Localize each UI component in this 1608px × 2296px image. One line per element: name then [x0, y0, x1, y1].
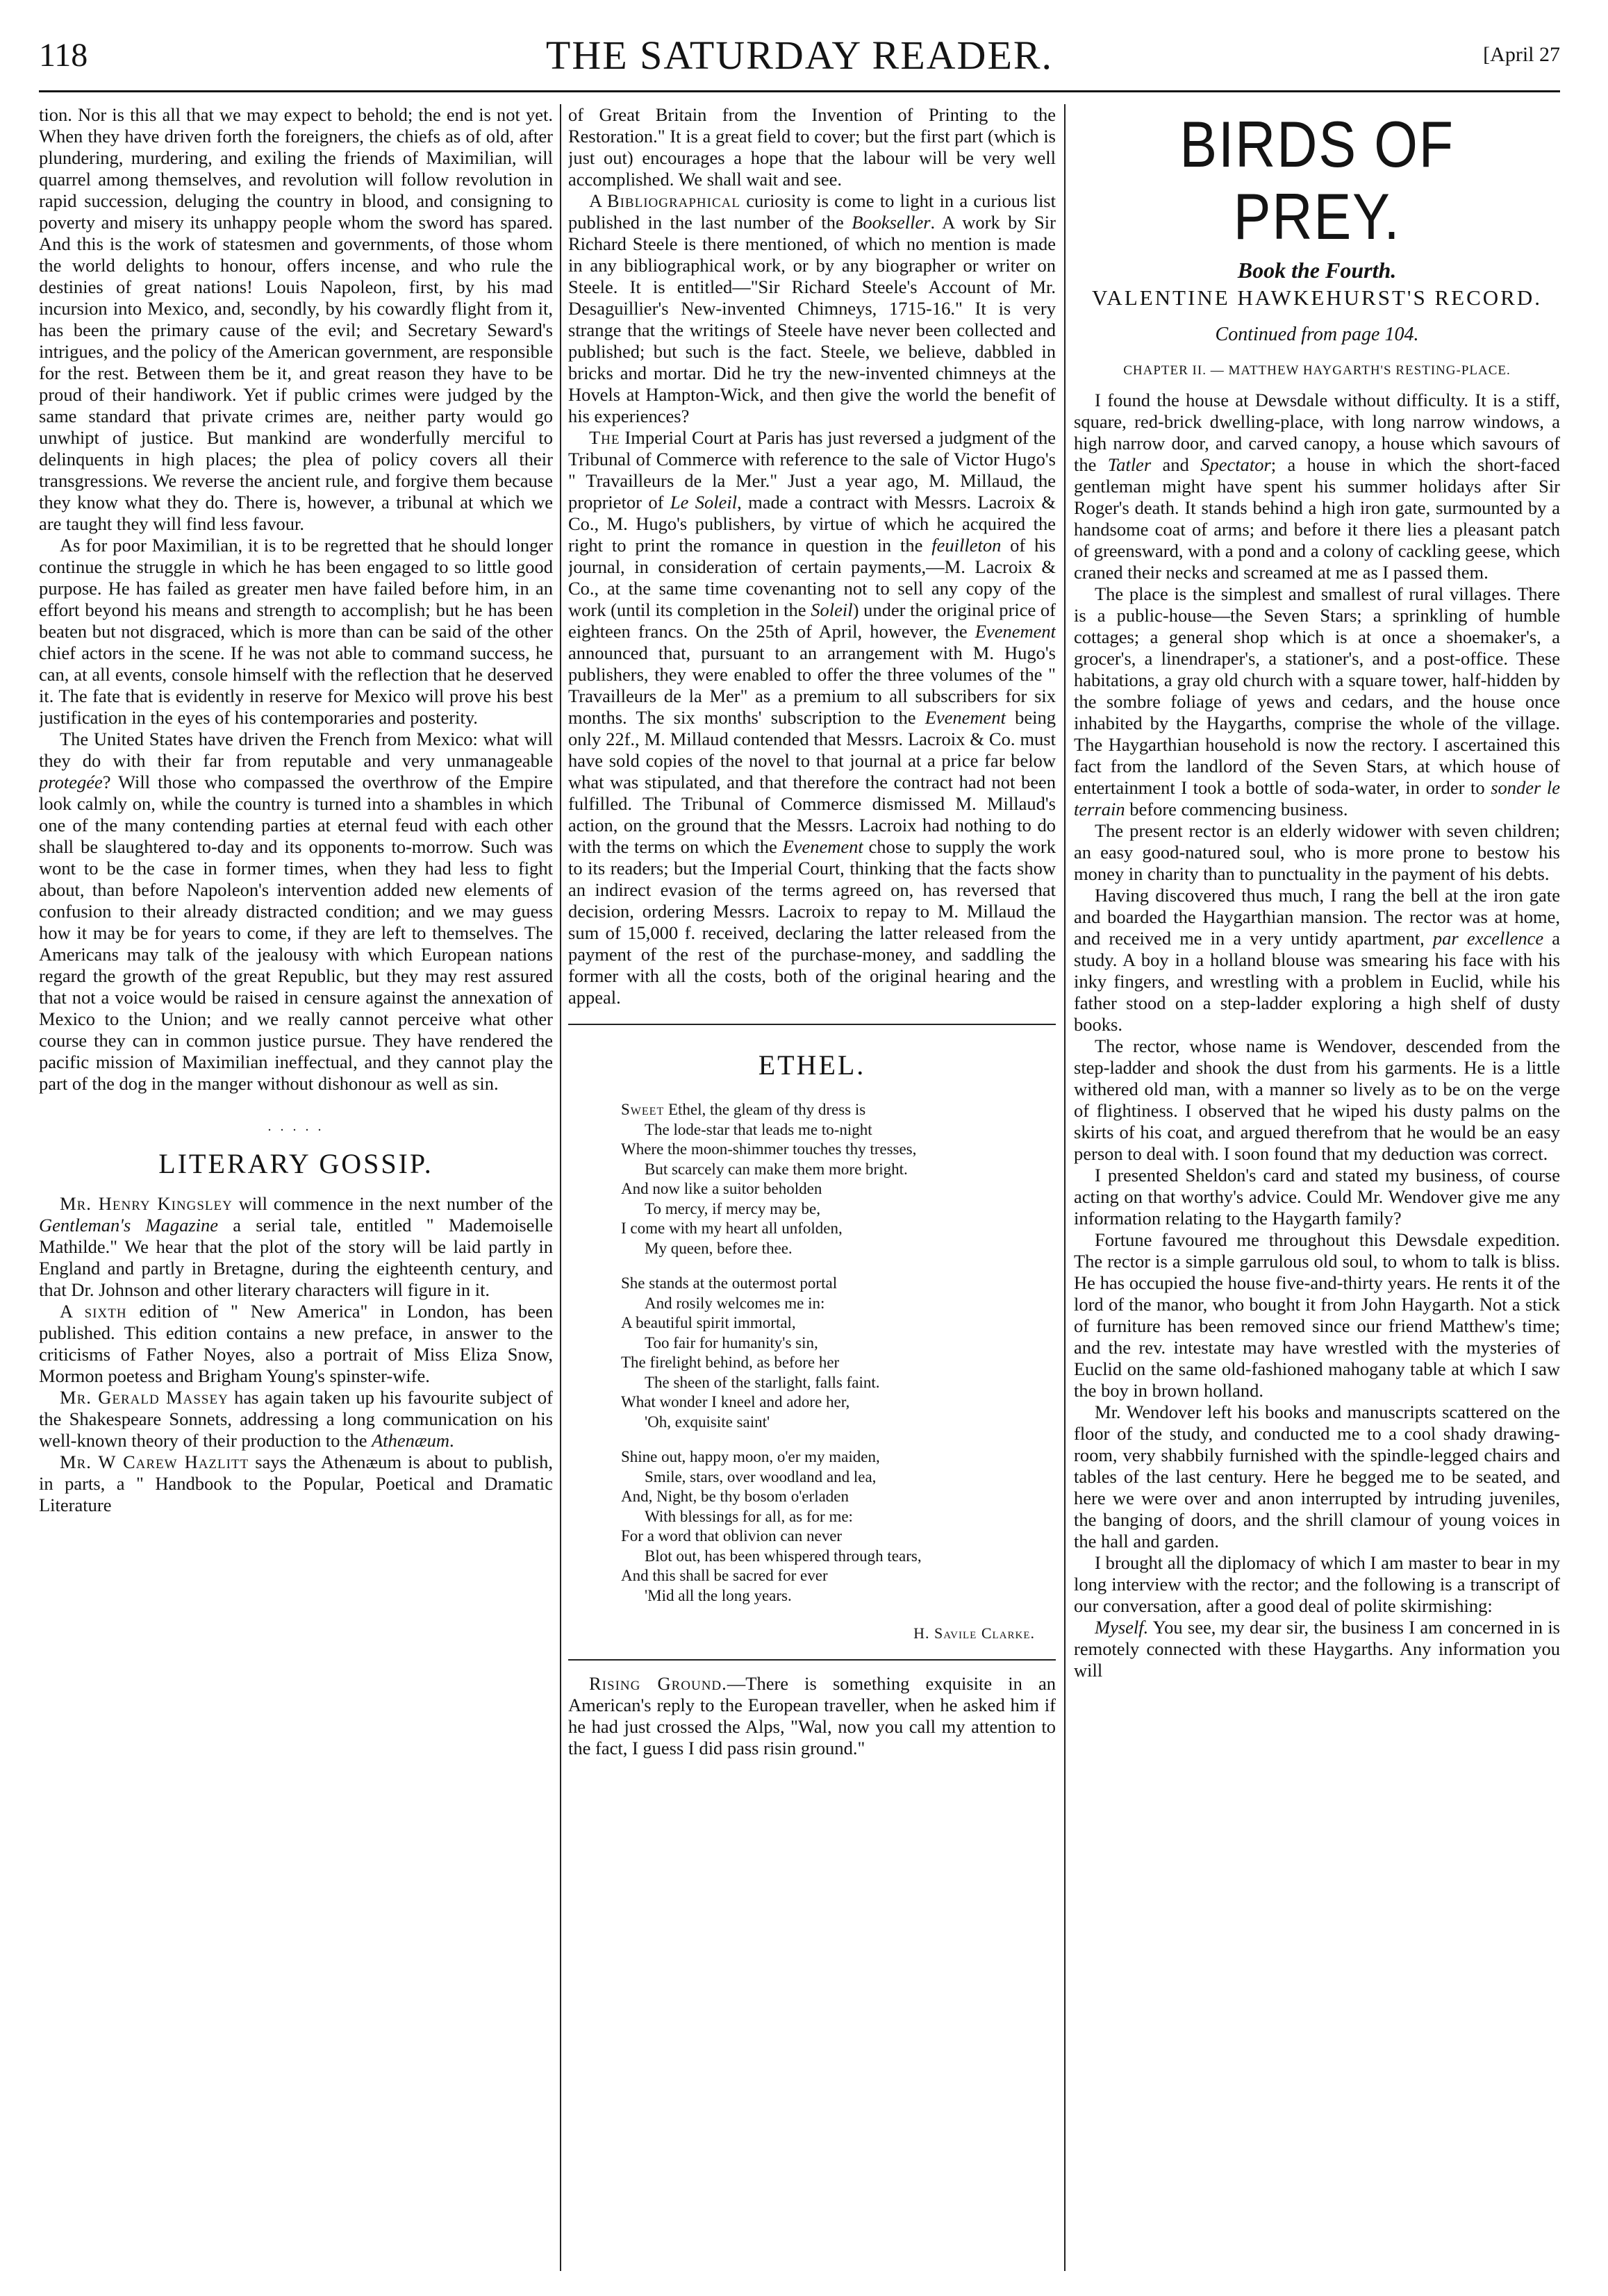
poem-author: H. Savile Clarke. [913, 1624, 1035, 1642]
masthead-title: THE SATURDAY READER. [545, 33, 1054, 78]
section-ornament: . . . . . [267, 1119, 324, 1134]
story-paragraph: Myself. You see, my dear sir, the business I am concerned in is remotely connected with these Haygarths. Any information you will [1074, 1617, 1560, 1681]
story-paragraph: Having discovered thus much, I rang the bell at the iron gate and boarded the Haygarthian mansion. The rector was at home, and received me in a very untidy apartment, par excellence a study. A boy in a holland blouse was smearing his face with his inky fingers, and wrestling with a problem in Euclid, while his father stood on a step-ladder exploring a high shelf of dusty books. [1074, 885, 1560, 1035]
column-middle [568, 104, 1056, 2278]
poem-stanza: She stands at the outermost portal And rosily welcomes me in: A beautiful spirit immortal, Too fair for humanity's sin, The firelight behind, as before her The sheen of the starlight, falls faint. What wonder I kneel and adore her, 'Oh, exquisite saint' [621, 1274, 880, 1431]
story-paragraph: I presented Sheldon's card and stated my business, of course acting on that worthy's advice. Could Mr. Wendover give me any information relating to the Haygarth family? [1074, 1165, 1560, 1229]
page-number: 118 [39, 37, 88, 74]
poem-stanza: Sweet Ethel, the gleam of thy dress is The lode-star that leads me to-night Where the moon-shimmer touches thy tresses, But scarcely can make them more bright. And now like a suitor beholden To mercy, if mercy may be, I come with my heart all unfolden, My queen, before thee. [621, 1101, 917, 1257]
story-paragraph: Fortune favoured me throughout this Dewsdale expedition. The rector is a simple garrulous old soul, to whom to talk is bliss. He has occupied the house five-and-thirty years. He rents it of the lord of the manor, who bought it from John Haygarth. Not a stick of furniture has been removed since our friend Matthew's time; and the rev. intestate may have wrestled with the mysteries of Euclid on the same old-fashioned mahogany table at which I saw the boy in brown holland. [1074, 1229, 1560, 1401]
column-right [1074, 104, 1560, 2278]
mexico-article-paragraph: The United States have driven the French from Mexico: what will they do with their far from reputable and very unmanageable protegée? Will those who compassed the overthrow of the Empire look calmly on, while the country is turned into a shambles in which one of the many contending parties at eternal feud with each other shall be slaughtered to-day and its opponents to-morrow. Such was wont to be the case in former times, when they had less to fight about, than before Napoleon's intervention added new elements of confusion to their already distracted condition; and we may guess how it may be for years to come, if they are left to themselves. The Americans may talk of the jealousy with which European nations regard the growth of the great Republic, but they may rest assured that not a voice would be raised in censure against the annexation of Mexico to the Union; and we really cannot perceive what other course they can in common justice pursue. They have rendered the pacific mission of Maximilian ineffectual, and they cannot play the part of the dog in the manger without dishonour as well as sin. [39, 729, 553, 1094]
story-paragraph: The present rector is an elderly widower with seven children; an easy good-natured soul, who is more prone to bestow his money in charity than to punctuality in the payment of his debts. [1074, 820, 1560, 884]
page-header [39, 28, 1560, 90]
gossip-item: The Imperial Court at Paris has just reversed a judgment of the Tribunal of Commerce with reference to the sale of Victor Hugo's " Travailleurs de la Mer." Just a year ago, M. Millaud, the proprietor of Le Soleil, made a contract with Messrs. Lacroix & Co., M. Hugo's publishers, by virtue of which he acquired the right to print the romance in question in the feuilleton of his journal, in consideration of certain payments,—M. Lacroix & Co., at the same time covenanting not to sell any copy of the work (until its completion in the Soleil) under the original price of eighteen francs. On the 25th of April, however, the Evenement announced that, pursuant to an arrangement with M. Hugo's publishers, they were enabled to offer the three volumes of the " Travailleurs de la Mer" as a premium to all subscribers for six months. The six months' subscription to the Evenement being only 22f., M. Millaud contended that Messrs. Lacroix & Co. must have sold copies of the novel to that journal at a price far below what was stipulated, and that therefore the contract had not been fulfilled. The Tribunal of Commerce dismissed M. Millaud's action, on the ground that the Messrs. Lacroix had nothing to do with the terms on which the Evenement chose to supply the work to its readers; but the Imperial Court, thinking that the facts show an indirect evasion of the terms agreed on, has reversed that decision, ordering Messrs. Lacroix to repay to M. Millaud the sum of 15,000 f. received, declaring the latter released from the payment of the rest of the purchase-money, and saddling the former with all the costs, both of the original hearing and the appeal. [568, 427, 1056, 1008]
rising-ground-item: Rising Ground.—There is something exquisite in an American's reply to the European traveller, when he asked him if he had just crossed the Alps, "Wal, now you call my attention to the fact, I guess I did pass risin ground." [568, 1673, 1056, 1758]
story-paragraph: I brought all the diplomacy of which I am master to bear in my long interview with the rector; and the following is a transcript of our conversation, after a good deal of polite skirmishing: [1074, 1552, 1560, 1616]
column-left [39, 104, 553, 2278]
story-paragraph: The rector, whose name is Wendover, descended from the step-ladder and shook the dust from his garments. He is a little withered old man, with a manner so lively as to be on the verge of flightiness. I observed that he wiped his dusty palms on the skirts of his coat, and argued therefrom that he would be an easy person to deal with. I soon found that my deduction was correct. [1074, 1035, 1560, 1164]
record-heading: VALENTINE HAWKEHURST'S RECORD. [1092, 285, 1542, 310]
continued-note: Continued from page 104. [1215, 324, 1419, 345]
poem-stanza: Shine out, happy moon, o'er my maiden, Smile, stars, over woodland and lea, And, Night, be thy bosom o'erladen With blessings for all, as for me: For a word that oblivion can never Blot out, has been whispered through tears, And this shall be sacred for ever 'Mid all the long years. [621, 1448, 922, 1604]
issue-date: [April 27 [1483, 43, 1560, 66]
mexico-article-paragraph: tion. Nor is this all that we may expect to behold; the end is not yet. When they have driven forth the foreigners, the chiefs as of old, after plundering, murdering, and exiling the friends of Maximilian, will quarrel among themselves, and revolution will follow revolution in rapid succession, deluging the country in blood, and consigning to poverty and misery its unhappy people whom the sword has spared. And this is the work of statesmen and governments, of those whom the world delights to honour, offers incense, and who rule the destinies of great nations! Louis Napoleon, first, by his mad incursion into Mexico, and, secondly, by his cowardly flight from it, has been the primary cause of the evil; and Secretary Seward's intrigues, and the policy of the American government, are responsible for the rest. Between them be it, and great reason they have to be proud of their handiwork. Yet if public crimes were judged by the same standard that private crimes are, neither party would go unwhipt of justice. But mankind are wonderfully merciful to delinquents in high places; the plea of policy covers all their transgressions. We reverse the ancient rule, and forgive them because they know what they do. There is, however, a tribunal at which we are taught they will find less favour. [39, 104, 553, 534]
gossip-item: Mr. Henry Kingsley will commence in the next number of the Gentleman's Magazine a serial tale, entitled " Mademoiselle Mathilde." We hear that the plot of the story will be laid partly in England and partly in Bretagne, during the eighteenth century, and that Dr. Johnson and other literary characters will figure in it. [39, 1193, 553, 1300]
poem-ethel [621, 1100, 1056, 1606]
literary-gossip-heading: . . . . . LITERARY GOSSIP. [39, 1120, 553, 1179]
serial-title: BIRDS OF PREY. [1179, 108, 1454, 253]
mexico-article-paragraph: As for poor Maximilian, it is to be regretted that he should longer continue the struggle in which he has been engaged to so little good purpose. He has failed as greater men have failed before him, in an effort beyond his means and strength to accomplish; but he has been beaten but not disgraced, which is more than can be said of the other chief actors in the scene. If he was not able to command success, he can, at all events, console himself with the reflection that he deserved it. The fate that is evidently in reserve for Mexico will prove his best justification in the eyes of his contemporaries and posterity. [39, 535, 553, 728]
section-rule [568, 1659, 1056, 1661]
poem-title: ETHEL. [758, 1049, 866, 1081]
gossip-item: A Bibliographical curiosity is come to light in a curious list published in the last number of the Bookseller. A work by Sir Richard Steele is there mentioned, of which no mention is made in any bibliographical work, or by any biographer or writer on Steele. It is entitled—"Sir Richard Steele's Account of Mr. Desaguillier's New-invented Chimneys, 1715-16." It is very strange that the writings of Steele have never been collected and published; but such is the fact. Steele, we believe, dabbled in bricks and mortar. Did he try the new-invented chimneys at the Hovels at Hampton-Wick, and then give the world the benefit of his experiences? [568, 190, 1056, 426]
story-paragraph: Mr. Wendover left his books and manuscripts scattered on the floor of the study, and conducted me to a cool shady drawing-room, very shabbily furnished with the spindle-legged chairs and tables of the last century. Here he begged me to be seated, and here we were over and anon interrupted by intruding juveniles, the banging of doors, and the shrill clamour of young voices in the hall and garden. [1074, 1401, 1560, 1552]
book-heading: Book the Fourth. [1237, 258, 1397, 283]
gossip-item: Mr. Gerald Massey has again taken up his favourite subject of the Shakespeare Sonnets, addressing a long communication on his well-known theory of their production to the Athenæum. [39, 1387, 553, 1451]
header-rule [39, 90, 1560, 92]
column-rule-right [1064, 104, 1066, 2271]
chapter-heading: CHAPTER II. — MATTHEW HAYGARTH'S RESTING-PLACE. [1123, 363, 1511, 378]
story-paragraph: I found the house at Dewsdale without difficulty. It is a stiff, square, red-brick dwelling-place, with long narrow windows, a high narrow door, and carved canopy, a house which savours of the Tatler and Spectator; a house in which the short-faced gentleman might have spent his summer holidays after Sir Roger's death. It stands behind a high iron gate, surmounted by a handsome coat of arms; and before it there lies a pleasant patch of greensward, with a pond and a colony of cackling geese, which craned their necks and screamed at me as I passed them. [1074, 390, 1560, 583]
gossip-item: of Great Britain from the Invention of Printing to the Restoration." It is a great field to cover; but the first part (which is just out) encourages a hope that the labour will be very well accomplished. We shall wait and see. [568, 104, 1056, 190]
column-rule-left [560, 104, 561, 2271]
gossip-item: A sixth edition of " New America" in London, has been published. This edition contains a new preface, in answer to the criticisms of Father Noyes, also a portrait of Miss Eliza Snow, Mormon poetess and Brigham Young's spinster-wife. [39, 1301, 553, 1386]
gossip-item: Mr. W Carew Hazlitt says the Athenæum is about to publish, in parts, a " Handbook to the Popular, Poetical and Dramatic Literature [39, 1451, 553, 1515]
story-paragraph: The place is the simplest and smallest of rural villages. There is a public-house—the Seven Stars; a sprinkling of humble cottages; a general shop which is at once a shoemaker's, a grocer's, a linendraper's, a stationer's, and a post-office. These habitations, a gray old church with a square tower, half-hidden by the sombre foliage of yews and cedars, and the house once inhabited by the Haygarths, comprise the whole of the village. The Haygarthian household is now the rectory. I ascertained this fact from the landlord of the Seven Stars, at which house of entertainment I took a bottle of soda-water, in order to sonder le terrain before commencing business. [1074, 583, 1560, 820]
section-rule [568, 1024, 1056, 1025]
